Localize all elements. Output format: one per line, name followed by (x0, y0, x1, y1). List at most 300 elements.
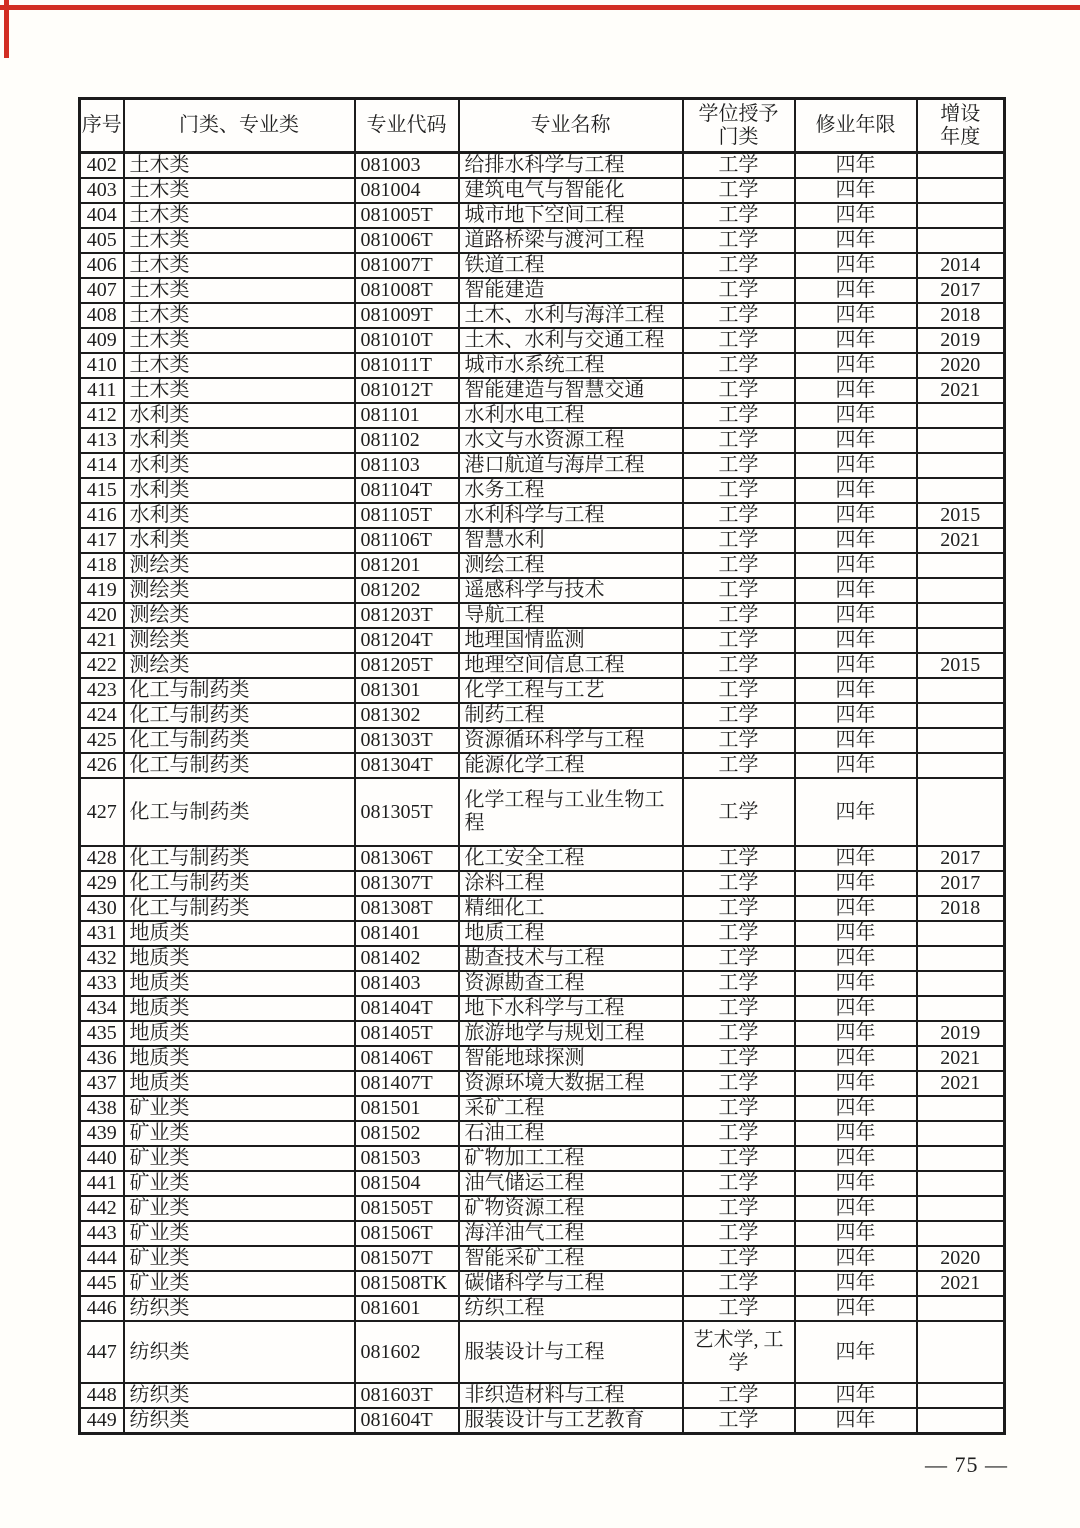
cell-year (917, 453, 1005, 478)
cell-duration: 四年 (795, 1146, 917, 1171)
cell-name: 遥感科学与技术 (459, 578, 683, 603)
cell-duration: 四年 (795, 778, 917, 846)
cell-degree: 工学 (683, 778, 795, 846)
cell-year (917, 553, 1005, 578)
cell-code: 081005T (355, 203, 459, 228)
cell-degree: 工学 (683, 1221, 795, 1246)
cell-degree: 工学 (683, 1071, 795, 1096)
cell-year (917, 603, 1005, 628)
cell-name: 智慧水利 (459, 528, 683, 553)
cell-category: 土木类 (124, 178, 355, 203)
table-row (80, 453, 1005, 478)
cell-name: 服装设计与工程 (459, 1321, 683, 1383)
cell-no: 402 (80, 153, 124, 179)
cell-year (917, 203, 1005, 228)
cell-category: 矿业类 (124, 1146, 355, 1171)
cell-code: 081306T (355, 846, 459, 871)
cell-degree: 工学 (683, 996, 795, 1021)
cell-name: 碳储科学与工程 (459, 1271, 683, 1296)
cell-category: 土木类 (124, 303, 355, 328)
cell-year (917, 778, 1005, 846)
header-year-label: 增设年度 (940, 102, 981, 148)
table-row (80, 203, 1005, 228)
table-row (80, 778, 1005, 846)
table-row (80, 503, 1005, 528)
cell-degree: 工学 (683, 896, 795, 921)
table-row (80, 1196, 1005, 1221)
cell-no: 428 (80, 846, 124, 871)
table-row (80, 1096, 1005, 1121)
cell-code: 081009T (355, 303, 459, 328)
cell-category: 水利类 (124, 403, 355, 428)
cell-code: 081101 (355, 403, 459, 428)
table-row (80, 1146, 1005, 1171)
header-degree (683, 99, 795, 153)
table-row (80, 653, 1005, 678)
cell-duration: 四年 (795, 603, 917, 628)
cell-degree: 工学 (683, 971, 795, 996)
cell-no: 440 (80, 1146, 124, 1171)
cell-code: 081012T (355, 378, 459, 403)
cell-code: 081010T (355, 328, 459, 353)
table-row (80, 1271, 1005, 1296)
cell-duration: 四年 (795, 1071, 917, 1096)
cell-no: 424 (80, 703, 124, 728)
cell-degree: 工学 (683, 703, 795, 728)
cell-year: 2021 (917, 1271, 1005, 1296)
cell-name: 矿物资源工程 (459, 1196, 683, 1221)
cell-code: 081203T (355, 603, 459, 628)
cell-no: 421 (80, 628, 124, 653)
cell-year (917, 1196, 1005, 1221)
cell-degree: 工学 (683, 428, 795, 453)
cell-category: 土木类 (124, 253, 355, 278)
cell-no: 448 (80, 1383, 124, 1408)
cell-duration: 四年 (795, 153, 917, 179)
cell-duration: 四年 (795, 253, 917, 278)
cell-degree: 工学 (683, 203, 795, 228)
cell-no: 449 (80, 1408, 124, 1434)
cell-degree: 工学 (683, 946, 795, 971)
cell-name: 非织造材料与工程 (459, 1383, 683, 1408)
cell-code: 081008T (355, 278, 459, 303)
cell-code: 081302 (355, 703, 459, 728)
table-row (80, 728, 1005, 753)
cell-name: 建筑电气与智能化 (459, 178, 683, 203)
cell-category: 矿业类 (124, 1121, 355, 1146)
cell-name: 智能建造 (459, 278, 683, 303)
cell-no: 412 (80, 403, 124, 428)
cell-no: 443 (80, 1221, 124, 1246)
cell-year (917, 1146, 1005, 1171)
cell-degree: 工学 (683, 753, 795, 778)
cell-duration: 四年 (795, 628, 917, 653)
cell-duration: 四年 (795, 971, 917, 996)
table-row (80, 578, 1005, 603)
cell-category: 水利类 (124, 528, 355, 553)
cell-no: 405 (80, 228, 124, 253)
header-degree-label: 学位授予门类 (698, 102, 779, 148)
cell-year (917, 1121, 1005, 1146)
cell-name: 矿物加工工程 (459, 1146, 683, 1171)
table-row (80, 1046, 1005, 1071)
cell-duration: 四年 (795, 1408, 917, 1434)
cell-degree: 工学 (683, 1271, 795, 1296)
cell-name: 水文与水资源工程 (459, 428, 683, 453)
cell-category: 纺织类 (124, 1321, 355, 1383)
cell-code: 081308T (355, 896, 459, 921)
table-row (80, 278, 1005, 303)
cell-code: 081407T (355, 1071, 459, 1096)
cell-no: 430 (80, 896, 124, 921)
cell-no: 429 (80, 871, 124, 896)
cell-degree: 工学 (683, 353, 795, 378)
cell-degree: 工学 (683, 678, 795, 703)
cell-no: 445 (80, 1271, 124, 1296)
cell-duration: 四年 (795, 996, 917, 1021)
cell-name: 城市地下空间工程 (459, 203, 683, 228)
table-body (80, 153, 1005, 1434)
table-header (80, 99, 1005, 153)
cell-category: 矿业类 (124, 1171, 355, 1196)
cell-degree: 工学 (683, 503, 795, 528)
cell-category: 化工与制药类 (124, 703, 355, 728)
cell-category: 测绘类 (124, 578, 355, 603)
table-row (80, 921, 1005, 946)
table-row (80, 871, 1005, 896)
cell-no: 413 (80, 428, 124, 453)
cell-name: 智能采矿工程 (459, 1246, 683, 1271)
table-row (80, 303, 1005, 328)
cell-name: 道路桥梁与渡河工程 (459, 228, 683, 253)
cell-name: 水利科学与工程 (459, 503, 683, 528)
cell-code: 081102 (355, 428, 459, 453)
cell-year: 2018 (917, 303, 1005, 328)
cell-no: 434 (80, 996, 124, 1021)
table-row (80, 846, 1005, 871)
table-row (80, 353, 1005, 378)
red-border-left-line (4, 0, 9, 58)
cell-year: 2014 (917, 253, 1005, 278)
cell-code: 081301 (355, 678, 459, 703)
cell-code: 081406T (355, 1046, 459, 1071)
cell-name: 纺织工程 (459, 1296, 683, 1321)
cell-duration: 四年 (795, 403, 917, 428)
cell-category: 化工与制药类 (124, 778, 355, 846)
table-row (80, 1171, 1005, 1196)
cell-no: 417 (80, 528, 124, 553)
cell-name: 海洋油气工程 (459, 1221, 683, 1246)
cell-year (917, 1321, 1005, 1383)
cell-category: 矿业类 (124, 1221, 355, 1246)
cell-category: 水利类 (124, 428, 355, 453)
cell-category: 土木类 (124, 328, 355, 353)
degree-text: 艺术学, 工学 (693, 1329, 784, 1374)
table-row (80, 403, 1005, 428)
cell-code: 081405T (355, 1021, 459, 1046)
cell-year: 2015 (917, 503, 1005, 528)
cell-code: 081403 (355, 971, 459, 996)
header-category: 门类、专业类 (124, 99, 355, 153)
cell-name: 智能建造与智慧交通 (459, 378, 683, 403)
cell-name: 土木、水利与交通工程 (459, 328, 683, 353)
cell-year (917, 1171, 1005, 1196)
table-row (80, 1071, 1005, 1096)
cell-no: 420 (80, 603, 124, 628)
cell-no: 414 (80, 453, 124, 478)
cell-duration: 四年 (795, 503, 917, 528)
table-row (80, 896, 1005, 921)
cell-year (917, 403, 1005, 428)
cell-degree: 工学 (683, 653, 795, 678)
cell-name: 精细化工 (459, 896, 683, 921)
cell-duration: 四年 (795, 1121, 917, 1146)
table-row (80, 153, 1005, 179)
cell-year: 2017 (917, 278, 1005, 303)
cell-code: 081006T (355, 228, 459, 253)
cell-year (917, 628, 1005, 653)
cell-degree: 工学 (683, 871, 795, 896)
cell-code: 081504 (355, 1171, 459, 1196)
cell-degree: 工学 (683, 153, 795, 179)
cell-no: 426 (80, 753, 124, 778)
table-row (80, 753, 1005, 778)
cell-category: 土木类 (124, 153, 355, 179)
cell-category: 土木类 (124, 353, 355, 378)
cell-degree: 工学 (683, 1046, 795, 1071)
cell-year (917, 1383, 1005, 1408)
cell-name: 化学工程与工艺 (459, 678, 683, 703)
cell-no: 447 (80, 1321, 124, 1383)
header-row (80, 99, 1005, 153)
table-row (80, 1321, 1005, 1383)
cell-category: 水利类 (124, 503, 355, 528)
cell-year (917, 428, 1005, 453)
cell-name: 铁道工程 (459, 253, 683, 278)
majors-table (78, 97, 1006, 1435)
cell-degree: 工学 (683, 921, 795, 946)
cell-no: 438 (80, 1096, 124, 1121)
cell-year (917, 1408, 1005, 1434)
cell-code: 081603T (355, 1383, 459, 1408)
cell-duration: 四年 (795, 1321, 917, 1383)
cell-code: 081202 (355, 578, 459, 603)
cell-code: 081507T (355, 1246, 459, 1271)
cell-degree: 工学 (683, 453, 795, 478)
cell-degree: 工学 (683, 378, 795, 403)
cell-year: 2015 (917, 653, 1005, 678)
cell-degree: 工学 (683, 178, 795, 203)
cell-category: 矿业类 (124, 1096, 355, 1121)
cell-degree: 工学 (683, 1383, 795, 1408)
cell-category: 水利类 (124, 453, 355, 478)
cell-name: 化工安全工程 (459, 846, 683, 871)
cell-code: 081505T (355, 1196, 459, 1221)
cell-degree: 工学 (683, 278, 795, 303)
cell-duration: 四年 (795, 578, 917, 603)
cell-duration: 四年 (795, 1021, 917, 1046)
cell-code: 081305T (355, 778, 459, 846)
cell-degree: 工学 (683, 528, 795, 553)
cell-duration: 四年 (795, 528, 917, 553)
table-row (80, 971, 1005, 996)
cell-name: 地下水科学与工程 (459, 996, 683, 1021)
cell-category: 土木类 (124, 278, 355, 303)
cell-category: 地质类 (124, 996, 355, 1021)
cell-name: 给排水科学与工程 (459, 153, 683, 179)
cell-duration: 四年 (795, 228, 917, 253)
cell-year: 2021 (917, 528, 1005, 553)
cell-duration: 四年 (795, 1383, 917, 1408)
cell-duration: 四年 (795, 946, 917, 971)
cell-code: 081307T (355, 871, 459, 896)
table-row (80, 428, 1005, 453)
cell-year (917, 153, 1005, 179)
page-number: — 75 — (925, 1452, 1008, 1477)
cell-no: 406 (80, 253, 124, 278)
table-row (80, 603, 1005, 628)
cell-degree: 工学 (683, 1021, 795, 1046)
cell-year: 2017 (917, 846, 1005, 871)
cell-code: 081304T (355, 753, 459, 778)
cell-category: 化工与制药类 (124, 846, 355, 871)
cell-duration: 四年 (795, 1196, 917, 1221)
cell-degree: 工学 (683, 403, 795, 428)
cell-degree: 工学 (683, 728, 795, 753)
cell-duration: 四年 (795, 428, 917, 453)
header-duration: 修业年限 (795, 99, 917, 153)
cell-category: 纺织类 (124, 1383, 355, 1408)
cell-name: 能源化学工程 (459, 753, 683, 778)
cell-code: 081401 (355, 921, 459, 946)
cell-code: 081106T (355, 528, 459, 553)
table-row (80, 528, 1005, 553)
cell-category: 测绘类 (124, 603, 355, 628)
cell-year (917, 1296, 1005, 1321)
cell-no: 437 (80, 1071, 124, 1096)
cell-name: 智能地球探测 (459, 1046, 683, 1071)
cell-degree: 工学 (683, 1196, 795, 1221)
cell-duration: 四年 (795, 1271, 917, 1296)
table-row (80, 1221, 1005, 1246)
cell-category: 化工与制药类 (124, 896, 355, 921)
cell-no: 427 (80, 778, 124, 846)
cell-degree: 工学 (683, 1171, 795, 1196)
cell-year: 2019 (917, 328, 1005, 353)
header-no: 序号 (80, 99, 124, 153)
cell-no: 407 (80, 278, 124, 303)
cell-name: 资源勘查工程 (459, 971, 683, 996)
cell-degree (683, 1321, 795, 1383)
cell-code: 081104T (355, 478, 459, 503)
cell-name: 服装设计与工艺教育 (459, 1408, 683, 1434)
cell-code: 081502 (355, 1121, 459, 1146)
cell-duration: 四年 (795, 278, 917, 303)
cell-duration: 四年 (795, 1246, 917, 1271)
table-row (80, 253, 1005, 278)
cell-degree: 工学 (683, 578, 795, 603)
cell-category: 土木类 (124, 228, 355, 253)
cell-name: 制药工程 (459, 703, 683, 728)
table-row (80, 703, 1005, 728)
cell-name: 资源环境大数据工程 (459, 1071, 683, 1096)
cell-no: 419 (80, 578, 124, 603)
cell-name: 港口航道与海岸工程 (459, 453, 683, 478)
table-row (80, 1408, 1005, 1434)
cell-year: 2021 (917, 1071, 1005, 1096)
cell-code: 081503 (355, 1146, 459, 1171)
cell-category: 矿业类 (124, 1196, 355, 1221)
cell-code: 081003 (355, 153, 459, 179)
cell-degree: 工学 (683, 1146, 795, 1171)
cell-no: 446 (80, 1296, 124, 1321)
cell-year: 2017 (917, 871, 1005, 896)
cell-category: 化工与制药类 (124, 753, 355, 778)
cell-category: 纺织类 (124, 1296, 355, 1321)
cell-year (917, 678, 1005, 703)
cell-name: 勘查技术与工程 (459, 946, 683, 971)
cell-duration: 四年 (795, 1221, 917, 1246)
cell-no: 431 (80, 921, 124, 946)
cell-no: 439 (80, 1121, 124, 1146)
cell-category: 地质类 (124, 921, 355, 946)
cell-degree: 工学 (683, 1121, 795, 1146)
cell-no: 441 (80, 1171, 124, 1196)
cell-year: 2021 (917, 1046, 1005, 1071)
cell-duration: 四年 (795, 921, 917, 946)
header-year (917, 99, 1005, 153)
cell-year: 2020 (917, 353, 1005, 378)
table-row (80, 996, 1005, 1021)
cell-code: 081004 (355, 178, 459, 203)
cell-degree: 工学 (683, 1246, 795, 1271)
cell-code: 081602 (355, 1321, 459, 1383)
cell-duration: 四年 (795, 896, 917, 921)
cell-degree: 工学 (683, 328, 795, 353)
cell-degree: 工学 (683, 228, 795, 253)
cell-category: 矿业类 (124, 1246, 355, 1271)
cell-duration: 四年 (795, 453, 917, 478)
cell-degree: 工学 (683, 1408, 795, 1434)
cell-duration: 四年 (795, 353, 917, 378)
cell-no: 442 (80, 1196, 124, 1221)
header-name: 专业名称 (459, 99, 683, 153)
cell-code: 081404T (355, 996, 459, 1021)
table-row (80, 1296, 1005, 1321)
cell-name: 地质工程 (459, 921, 683, 946)
cell-degree: 工学 (683, 553, 795, 578)
cell-name: 水务工程 (459, 478, 683, 503)
cell-no: 418 (80, 553, 124, 578)
table-row (80, 378, 1005, 403)
cell-no: 433 (80, 971, 124, 996)
table-row (80, 1021, 1005, 1046)
cell-degree: 工学 (683, 628, 795, 653)
cell-duration: 四年 (795, 478, 917, 503)
cell-duration: 四年 (795, 871, 917, 896)
cell-no: 444 (80, 1246, 124, 1271)
cell-category: 测绘类 (124, 653, 355, 678)
cell-year (917, 921, 1005, 946)
cell-no: 415 (80, 478, 124, 503)
cell-year (917, 728, 1005, 753)
cell-no: 423 (80, 678, 124, 703)
cell-duration: 四年 (795, 728, 917, 753)
header-code: 专业代码 (355, 99, 459, 153)
cell-name: 采矿工程 (459, 1096, 683, 1121)
cell-name: 化学工程与工业生物工程 (459, 778, 683, 846)
cell-category: 土木类 (124, 378, 355, 403)
